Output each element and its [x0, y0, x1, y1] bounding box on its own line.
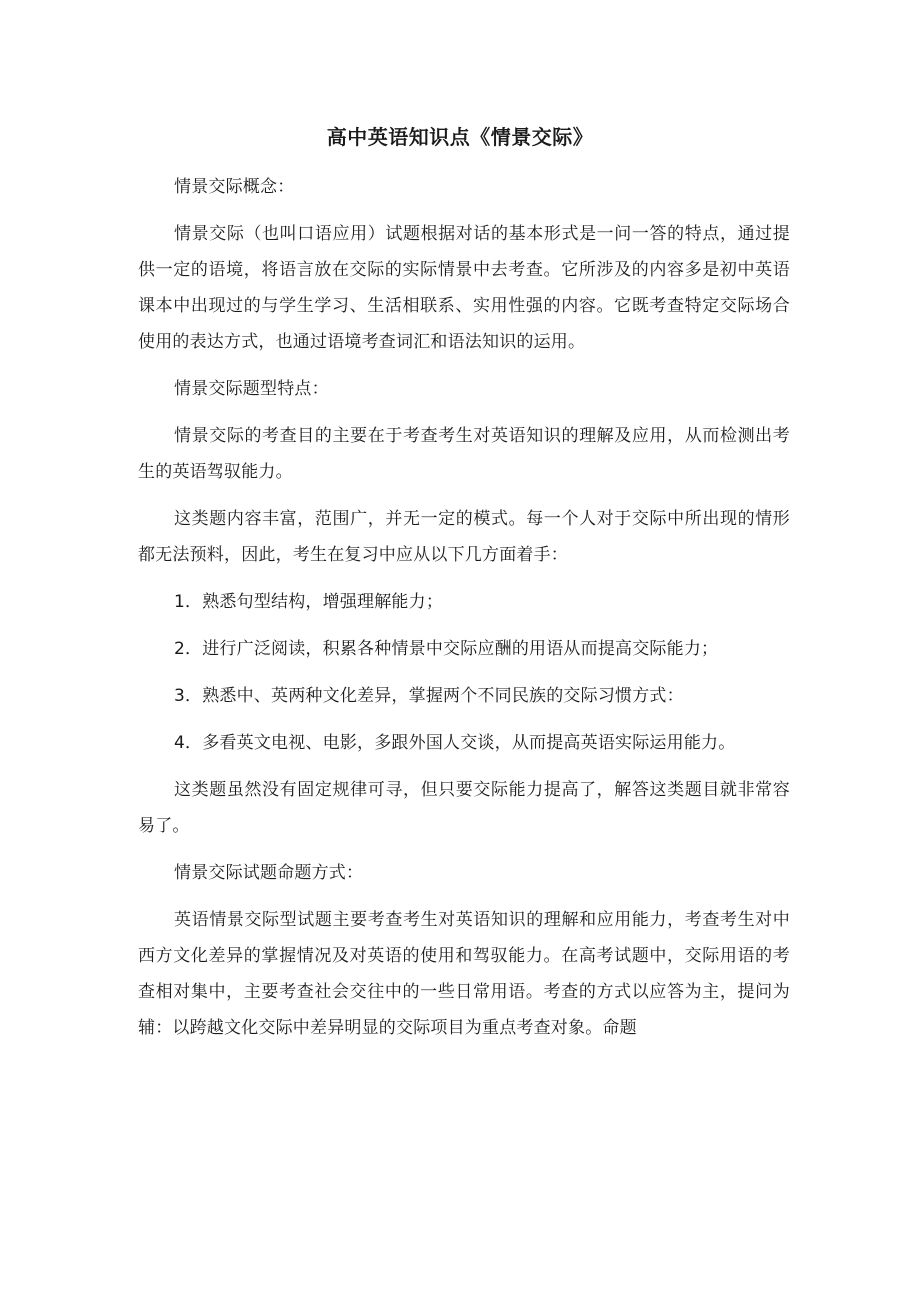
section-heading-concept: 情景交际概念： [174, 177, 295, 197]
paragraph-preparation: 这类题内容丰富，范围广，并无一定的模式。每一个人对于交际中所出现的情形都无法预料，因此，考生在复习中应从以下几方面着手： [138, 509, 790, 565]
paragraph-concept: 情景交际（也叫口语应用）试题根据对话的基本形式是一问一答的特点，通过提供一定的语境，将语言放在交际的实际情景中去考查。它所涉及的内容多是初中英语课本中出现过的与学生学习、生活相联系、实用性强的内容。它既考查特定交际场合使用的表达方式，也通过语境考查词汇和语法知识的运用。 [138, 224, 790, 352]
list-item-3: 3．熟悉中、英两种文化差异，掌握两个不同民族的交际习惯方式： [174, 686, 684, 706]
section-heading-methods: 情景交际试题命题方式： [174, 863, 364, 883]
document-body [138, 169, 790, 1057]
list-item-1: 1．熟悉句型结构，增强理解能力； [174, 592, 444, 612]
list-item-4: 4．多看英文电视、电影，多跟外国人交谈，从而提高英语实际运用能力。 [174, 733, 736, 753]
section-heading-features: 情景交际题型特点： [174, 379, 329, 399]
document-title: 高中英语知识点《情景交际》 [326, 125, 594, 149]
paragraph-features: 情景交际的考查目的主要在于考查考生对英语知识的理解及应用，从而检测出考生的英语驾驭能力。 [138, 426, 790, 482]
list-item-2: 2．进行广泛阅读，积累各种情景中交际应酬的用语从而提高交际能力； [174, 639, 719, 659]
paragraph-methods: 英语情景交际型试题主要考查考生对英语知识的理解和应用能力，考查考生对中西方文化差异的掌握情况及对英语的使用和驾驭能力。在高考试题中，交际用语的考查相对集中，主要考查社会交往中的一些日常用语。考查的方式以应答为主，提问为辅：以跨越文化交际中差异明显的交际项目为重点考查对象。命题 [138, 910, 790, 1038]
paragraph-conclusion: 这类题虽然没有固定规律可寻，但只要交际能力提高了，解答这类题目就非常容易了。 [138, 780, 790, 836]
